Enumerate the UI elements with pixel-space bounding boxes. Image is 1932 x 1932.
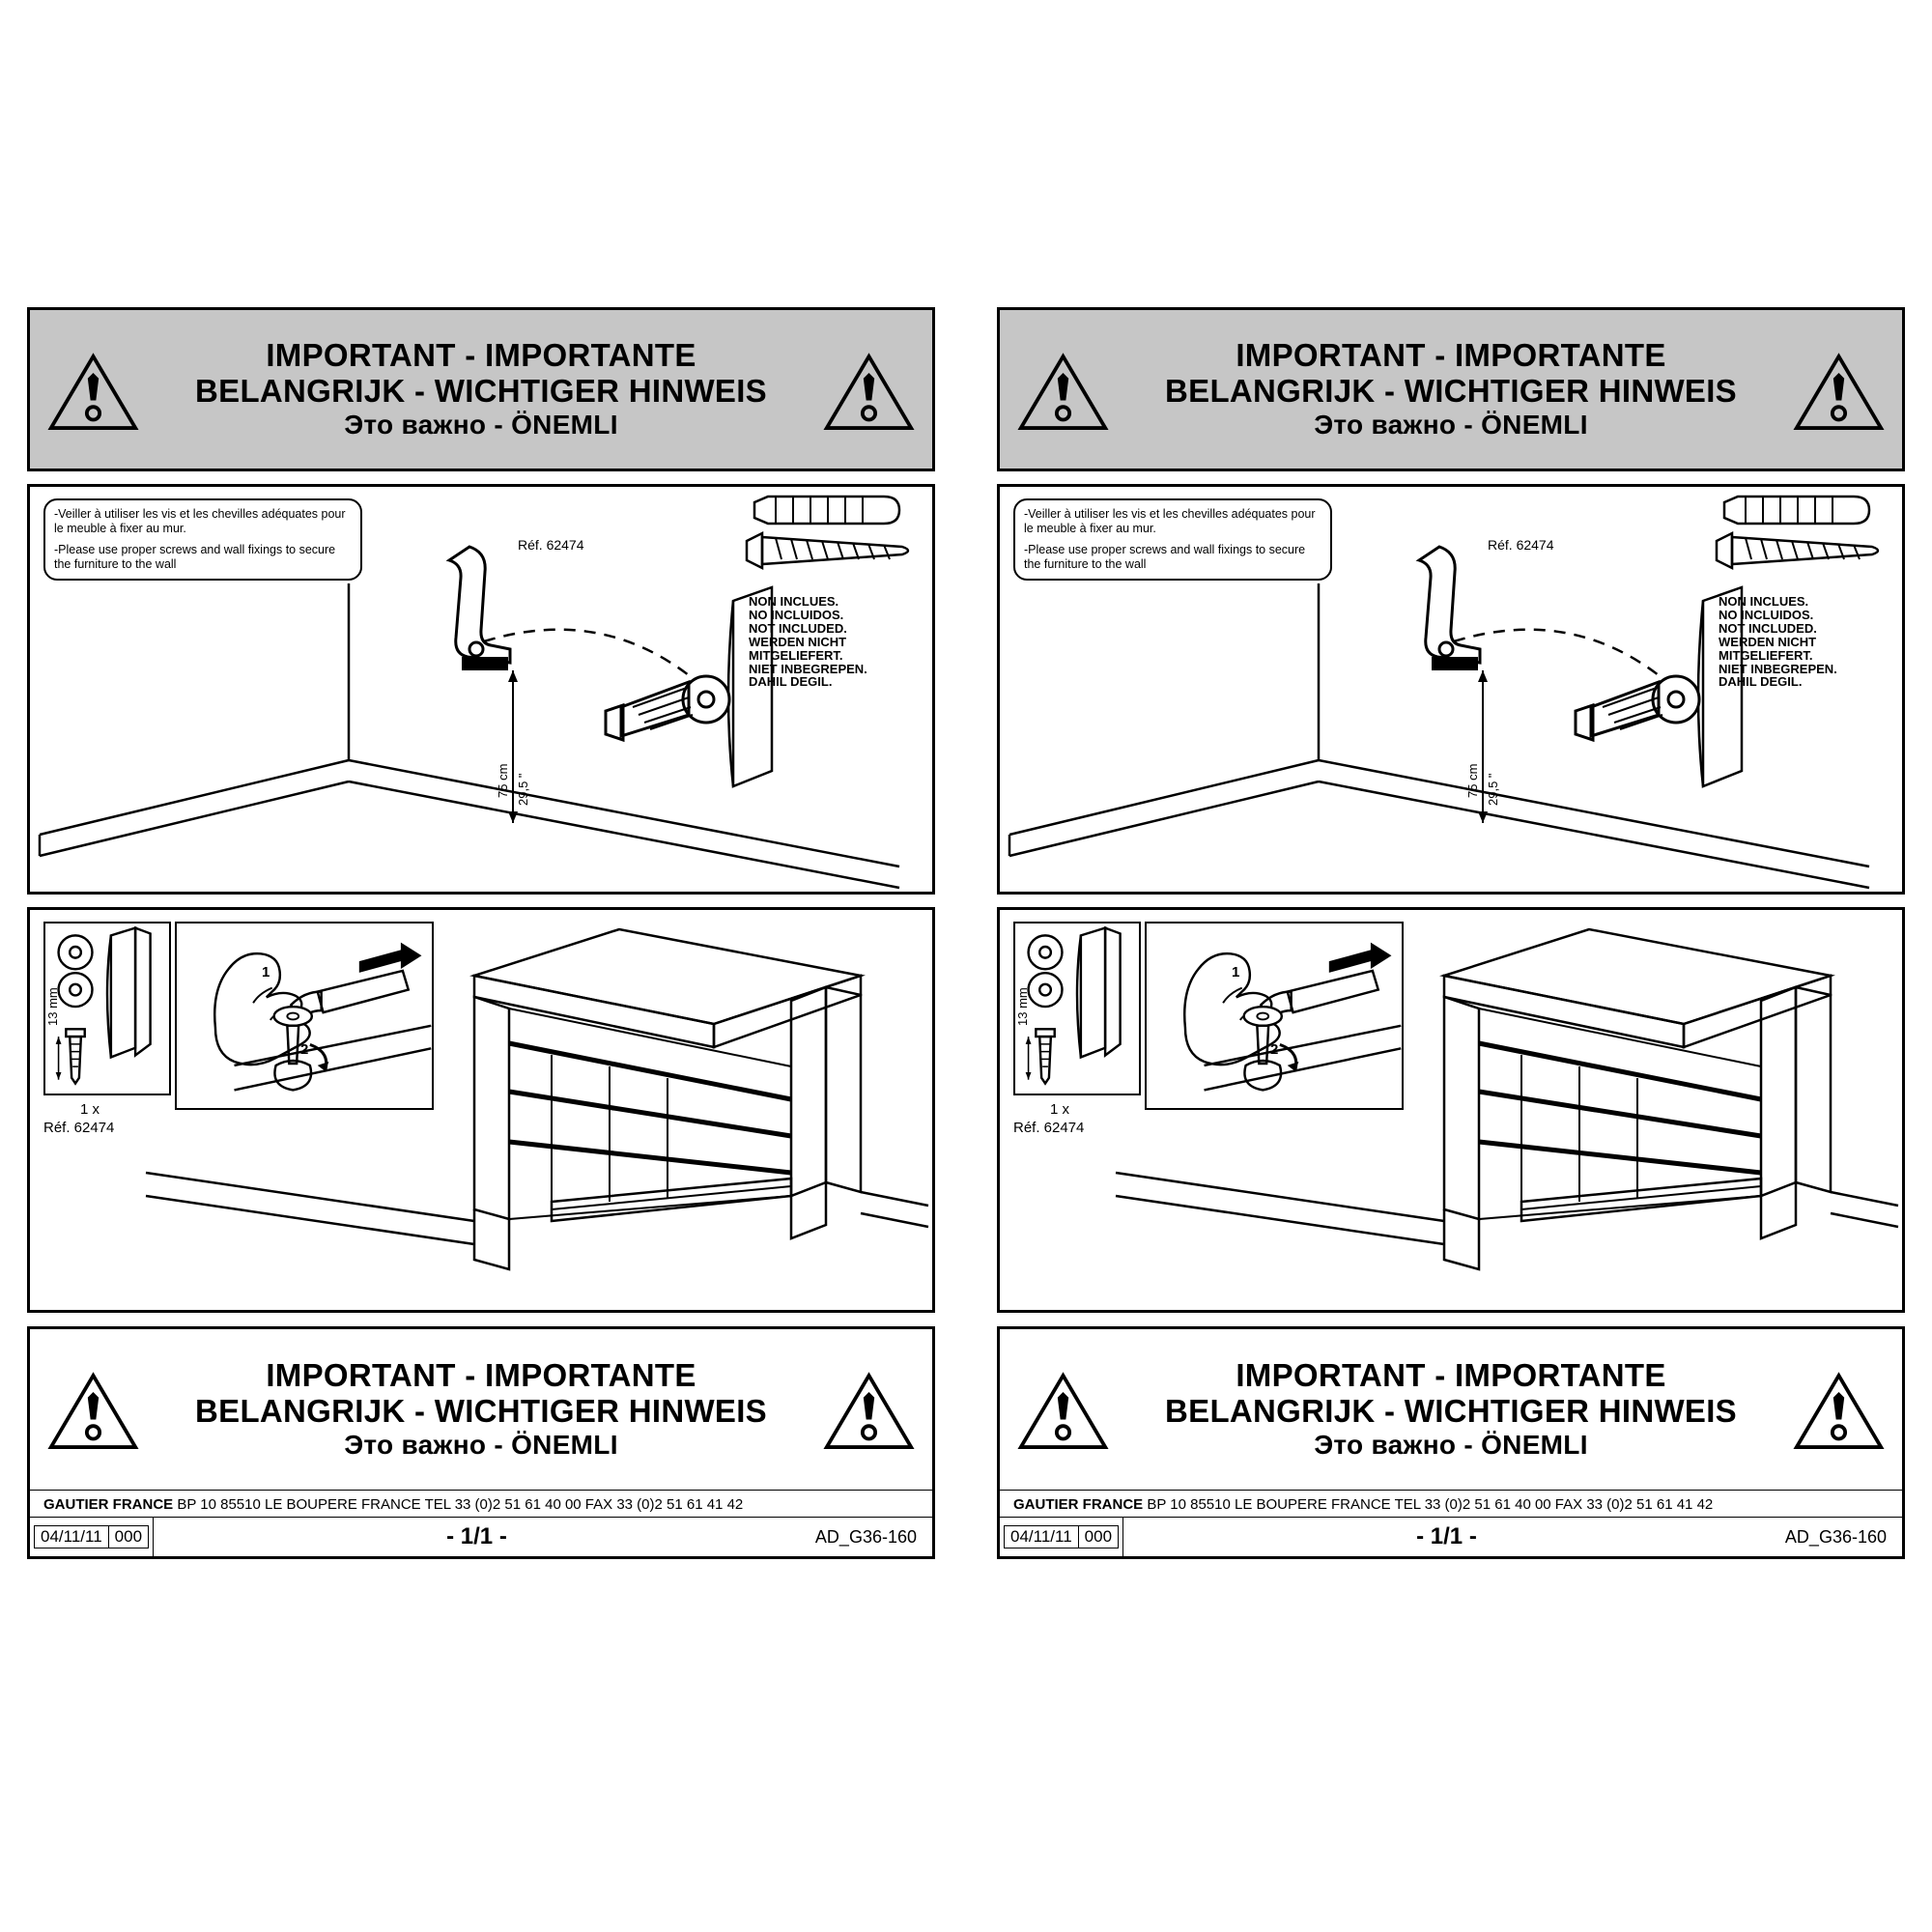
note-line-fr: -Veiller à utiliser les vis et les chevilles adéquates pour le meuble à fixer au mur. <box>54 507 346 535</box>
banner-line-1: IMPORTANT - IMPORTANTE <box>1236 1357 1666 1394</box>
banner-line-3: Это важно - ÖNEMLI <box>1314 1430 1588 1461</box>
wall-fixing-illustration-panel <box>27 484 935 895</box>
note-line-fr: -Veiller à utiliser les vis et les chevilles adéquates pour le meuble à fixer au mur. <box>1024 507 1316 535</box>
company-name: GAUTIER FRANCE <box>43 1496 174 1513</box>
bracket-ref-label: Réf. 62474 <box>518 537 584 553</box>
company-name: GAUTIER FRANCE <box>1013 1496 1144 1513</box>
not-included-line: NIET INBEGREPEN. <box>1719 661 1837 676</box>
banner-line-2: BELANGRIJK - WICHTIGER HINWEIS <box>1165 373 1737 410</box>
wall-plug-and-screw-icon <box>737 495 921 591</box>
warning-triangle-icon <box>1017 353 1109 432</box>
document-date: 04/11/11 <box>34 1525 109 1548</box>
warning-triangle-icon <box>823 353 915 432</box>
document-info-bar <box>27 1517 935 1559</box>
banner-text-block <box>1165 338 1737 440</box>
screw-length-label: 13 mm <box>1015 987 1030 1026</box>
not-included-line: NO INCLUIDOS. <box>749 607 844 622</box>
part-ref-label: Réf. 62474 <box>1013 1119 1085 1136</box>
footer-block <box>27 1326 935 1559</box>
quantity-block <box>43 1101 114 1138</box>
quantity-value: 1 x <box>80 1101 100 1118</box>
dimension-metric: 75 cm <box>496 763 510 798</box>
page-number: - 1/1 - <box>1416 1523 1477 1549</box>
document-code: AD_G36-160 <box>814 1526 917 1547</box>
not-included-line: DAHIL DEGIL. <box>749 674 833 690</box>
not-included-line: NOT INCLUDED. <box>1719 620 1817 636</box>
banner-line-1: IMPORTANT - IMPORTANTE <box>266 1357 696 1394</box>
plate-screw-drawing <box>1015 923 1139 1094</box>
furniture-drawing <box>436 920 928 1306</box>
not-included-line: NIET INBEGREPEN. <box>749 661 867 676</box>
banner-line-1: IMPORTANT - IMPORTANTE <box>1236 337 1666 374</box>
banner-line-3: Это важно - ÖNEMLI <box>1314 410 1588 440</box>
dimension-metric: 75 cm <box>1465 763 1480 798</box>
company-address <box>27 1491 935 1517</box>
revision-block <box>1000 1518 1123 1556</box>
step-2-label: 2 <box>300 1041 309 1058</box>
note-line-en: -Please use proper screws and wall fixings to secure the furniture to the wall <box>1024 543 1306 571</box>
parts-detail-box <box>43 922 171 1095</box>
not-included-line: NON INCLUES. <box>1719 594 1809 609</box>
assembly-illustration-panel <box>27 907 935 1313</box>
important-banner-bottom <box>997 1326 1905 1491</box>
not-included-line: DAHIL DEGIL. <box>1719 674 1803 690</box>
banner-text-block <box>195 1358 767 1460</box>
page-number: - 1/1 - <box>446 1523 507 1549</box>
document-revision: 000 <box>1079 1525 1119 1548</box>
note-line-en: -Please use proper screws and wall fixings to secure the furniture to the wall <box>54 543 336 571</box>
dimension-imperial: 29,5 " <box>516 773 530 806</box>
important-banner-top <box>27 307 935 471</box>
banner-line-3: Это важно - ÖNEMLI <box>344 1430 618 1461</box>
warning-triangle-icon <box>823 1372 915 1451</box>
document-date: 04/11/11 <box>1004 1525 1079 1548</box>
assembly-illustration-panel <box>997 907 1905 1313</box>
company-contact: BP 10 85510 LE BOUPERE FRANCE TEL 33 (0)2 51 61 40 00 FAX 33 (0)2 51 61 41 42 <box>173 1496 744 1513</box>
step-1-label: 1 <box>1232 964 1240 980</box>
important-banner-top <box>997 307 1905 471</box>
footer-block <box>997 1326 1905 1559</box>
plate-screw-drawing <box>45 923 169 1094</box>
banner-text-block <box>195 338 767 440</box>
wall-fixing-illustration-panel <box>997 484 1905 895</box>
revision-block <box>30 1518 154 1556</box>
document-revision: 000 <box>109 1525 149 1548</box>
not-included-text <box>749 595 923 689</box>
banner-line-3: Это важно - ÖNEMLI <box>344 410 618 440</box>
warning-triangle-icon <box>1793 1372 1885 1451</box>
screw-length-label: 13 mm <box>45 987 60 1026</box>
parts-detail-box <box>1013 922 1141 1095</box>
warning-triangle-icon <box>47 353 139 432</box>
document-code: AD_G36-160 <box>1784 1526 1887 1547</box>
not-included-line: NOT INCLUDED. <box>749 620 847 636</box>
banner-line-2: BELANGRIJK - WICHTIGER HINWEIS <box>1165 1393 1737 1430</box>
document-info-bar <box>997 1517 1905 1559</box>
banner-line-2: BELANGRIJK - WICHTIGER HINWEIS <box>195 373 767 410</box>
warning-triangle-icon <box>1017 1372 1109 1451</box>
not-included-line: WERDEN NICHT <box>1719 634 1817 649</box>
not-included-line: NO INCLUIDOS. <box>1719 607 1814 622</box>
not-included-text <box>1719 595 1892 689</box>
step-2-label: 2 <box>1270 1041 1279 1058</box>
instruction-sheet-right <box>997 307 1905 1559</box>
banner-line-1: IMPORTANT - IMPORTANTE <box>266 337 696 374</box>
banner-text-block <box>1165 1358 1737 1460</box>
quantity-block <box>1013 1101 1084 1138</box>
bracket-ref-label: Réf. 62474 <box>1488 537 1554 553</box>
instruction-sheet-left <box>27 307 935 1559</box>
hand-installing-bracket-drawing <box>177 923 432 1108</box>
not-included-line: MITGELIEFERT. <box>749 647 843 663</box>
hand-step-box <box>175 922 434 1110</box>
step-1-label: 1 <box>262 964 270 980</box>
hand-step-box <box>1145 922 1404 1110</box>
important-banner-bottom <box>27 1326 935 1491</box>
not-included-line: WERDEN NICHT <box>749 634 847 649</box>
warning-triangle-icon <box>1793 353 1885 432</box>
dimension-imperial: 29,5 " <box>1486 773 1500 806</box>
banner-line-2: BELANGRIJK - WICHTIGER HINWEIS <box>195 1393 767 1430</box>
warning-triangle-icon <box>47 1372 139 1451</box>
not-included-line: MITGELIEFERT. <box>1719 647 1813 663</box>
company-contact: BP 10 85510 LE BOUPERE FRANCE TEL 33 (0)2 51 61 40 00 FAX 33 (0)2 51 61 41 42 <box>1143 1496 1714 1513</box>
furniture-drawing <box>1406 920 1898 1306</box>
company-address <box>997 1491 1905 1517</box>
part-ref-label: Réf. 62474 <box>43 1119 115 1136</box>
quantity-value: 1 x <box>1050 1101 1070 1118</box>
wall-plug-and-screw-icon <box>1707 495 1890 591</box>
hand-installing-bracket-drawing <box>1147 923 1402 1108</box>
not-included-line: NON INCLUES. <box>749 594 839 609</box>
